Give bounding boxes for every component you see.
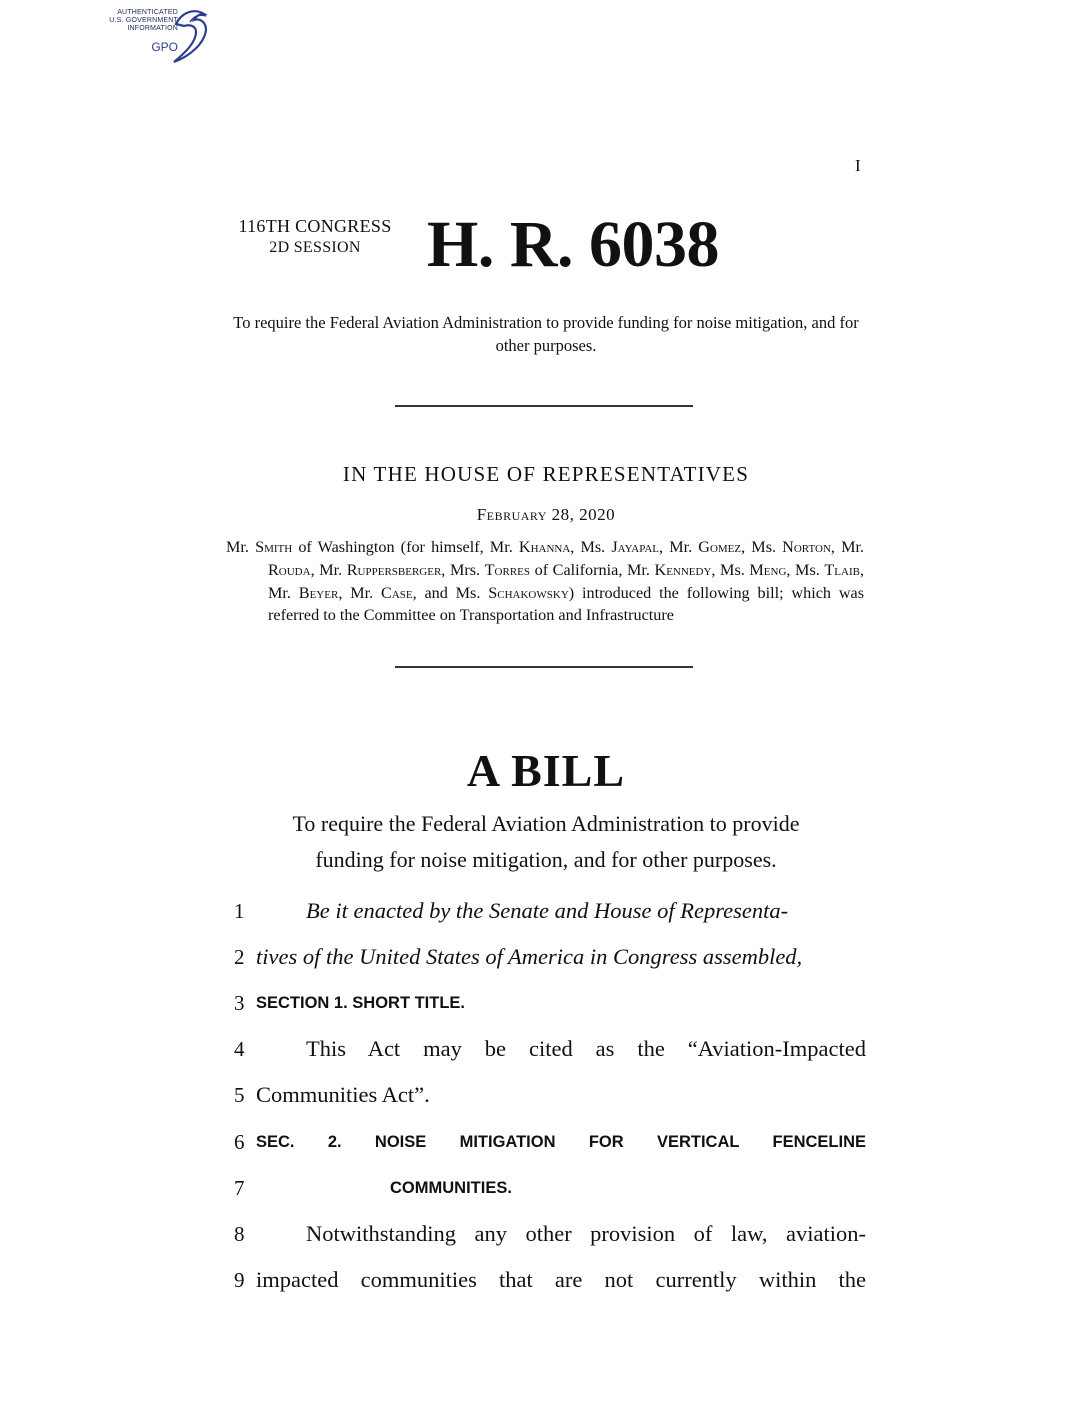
- gpo-authentication-logo: [88, 4, 213, 66]
- logo-line-3: INFORMATION: [127, 25, 178, 32]
- text: , Ms.: [711, 560, 750, 579]
- sponsor-name: Schakowsky: [488, 583, 569, 602]
- bill-line-1: [226, 888, 866, 934]
- logo-text: [88, 9, 178, 33]
- body-text: This Act may be cited as the “Aviation-Impacted: [306, 1036, 866, 1061]
- text: ) introduced the following bill; which was referred to the Committee on Transportation and Infrastructure: [268, 583, 864, 625]
- bill-line-7: [226, 1165, 866, 1211]
- bill-long-title: [226, 806, 866, 878]
- line-number: 7: [234, 1175, 245, 1200]
- introduction-date: February 28, 2020: [476, 505, 616, 524]
- chamber-heading: IN THE HOUSE OF REPRESENTATIVES: [342, 462, 750, 486]
- text: , and Ms.: [412, 583, 489, 602]
- sponsor-name: Norton: [782, 538, 831, 556]
- long-title-line-1: To require the Federal Aviation Administration to provide: [292, 811, 800, 836]
- congress-label: 116TH CONGRESS: [238, 216, 392, 236]
- logo-line-2: U.S. GOVERNMENT: [109, 17, 178, 24]
- line-number: 1: [234, 898, 245, 923]
- line-number: 9: [234, 1267, 245, 1292]
- bill-line-3: [226, 980, 866, 1026]
- text: , Mrs.: [441, 560, 485, 579]
- text: of Washington (for himself, Mr.: [292, 538, 519, 556]
- text: Mr.: [226, 538, 256, 556]
- sponsor-name: Jayapal: [611, 538, 660, 556]
- divider-rule-bottom: [395, 666, 693, 668]
- logo-gpo-mark: GPO: [151, 40, 178, 54]
- enacting-clause: tives of the United States of America in Congress assembled,: [256, 944, 803, 969]
- text: of California, Mr.: [530, 560, 655, 579]
- congress-session-block: [226, 215, 404, 259]
- bill-line-9: [226, 1257, 866, 1303]
- session-label: 2D SESSION: [269, 239, 361, 256]
- line-number: 6: [234, 1129, 245, 1154]
- sponsor-name: Smith: [255, 538, 293, 556]
- sponsor-name: Ruppersberger: [346, 560, 442, 579]
- line-number: 4: [234, 1036, 245, 1061]
- bill-number: H. R. 6038: [427, 208, 719, 281]
- sponsor-name: Kennedy: [654, 560, 712, 579]
- bill-purpose-summary: To require the Federal Aviation Administration to provide funding for noise mitigation, and for other purposes.: [233, 313, 859, 355]
- body-text: Notwithstanding any other provision of law, aviation-: [306, 1221, 866, 1246]
- sponsor-name: Meng: [749, 560, 787, 579]
- sponsor-name: Torres: [484, 560, 531, 579]
- bill-heading: A BILL: [466, 745, 626, 796]
- text: , Ms.: [570, 538, 612, 556]
- line-number: 8: [234, 1221, 245, 1246]
- sponsor-name: Beyer: [298, 583, 339, 602]
- bill-line-2: [226, 934, 866, 980]
- sponsor-name: Khanna: [518, 538, 571, 556]
- line-number: 3: [234, 990, 245, 1015]
- eagle-icon: [170, 4, 212, 66]
- sponsors-paragraph: [226, 536, 864, 627]
- page-marker: I: [855, 156, 861, 175]
- sponsor-name: Tlaib: [824, 560, 860, 579]
- text: , Ms.: [741, 538, 783, 556]
- divider-rule-top: [395, 405, 693, 407]
- bill-line-8: [226, 1211, 866, 1257]
- body-text: Communities Act”.: [256, 1082, 430, 1107]
- line-number: 5: [234, 1082, 245, 1107]
- text: , Mr.: [830, 538, 864, 556]
- sponsor-name: Case: [380, 583, 413, 602]
- section-heading: SECTION 1. SHORT TITLE.: [256, 993, 466, 1012]
- section-heading: COMMUNITIES.: [390, 1178, 512, 1197]
- body-text: impacted communities that are not currently within the: [256, 1267, 866, 1292]
- section-heading: SEC. 2. NOISE MITIGATION FOR VERTICAL FENCELINE: [256, 1132, 866, 1151]
- sponsor-name: Gomez: [698, 538, 742, 556]
- line-number: 2: [234, 944, 245, 969]
- enacting-clause: Be it enacted by the Senate and House of Representa-: [306, 898, 789, 923]
- bill-line-6: [226, 1119, 866, 1165]
- text: , Mr.: [338, 583, 381, 602]
- text: , Mr.: [310, 560, 347, 579]
- bill-line-5: [226, 1072, 866, 1118]
- text: , Mr.: [659, 538, 699, 556]
- text: , Mr.: [268, 560, 864, 602]
- sponsor-name: Rouda: [268, 560, 311, 579]
- logo-line-1: AUTHENTICATED: [117, 9, 178, 16]
- bill-line-4: [226, 1026, 866, 1072]
- long-title-line-2: funding for noise mitigation, and for other purposes.: [315, 847, 777, 872]
- text: , Ms.: [786, 560, 825, 579]
